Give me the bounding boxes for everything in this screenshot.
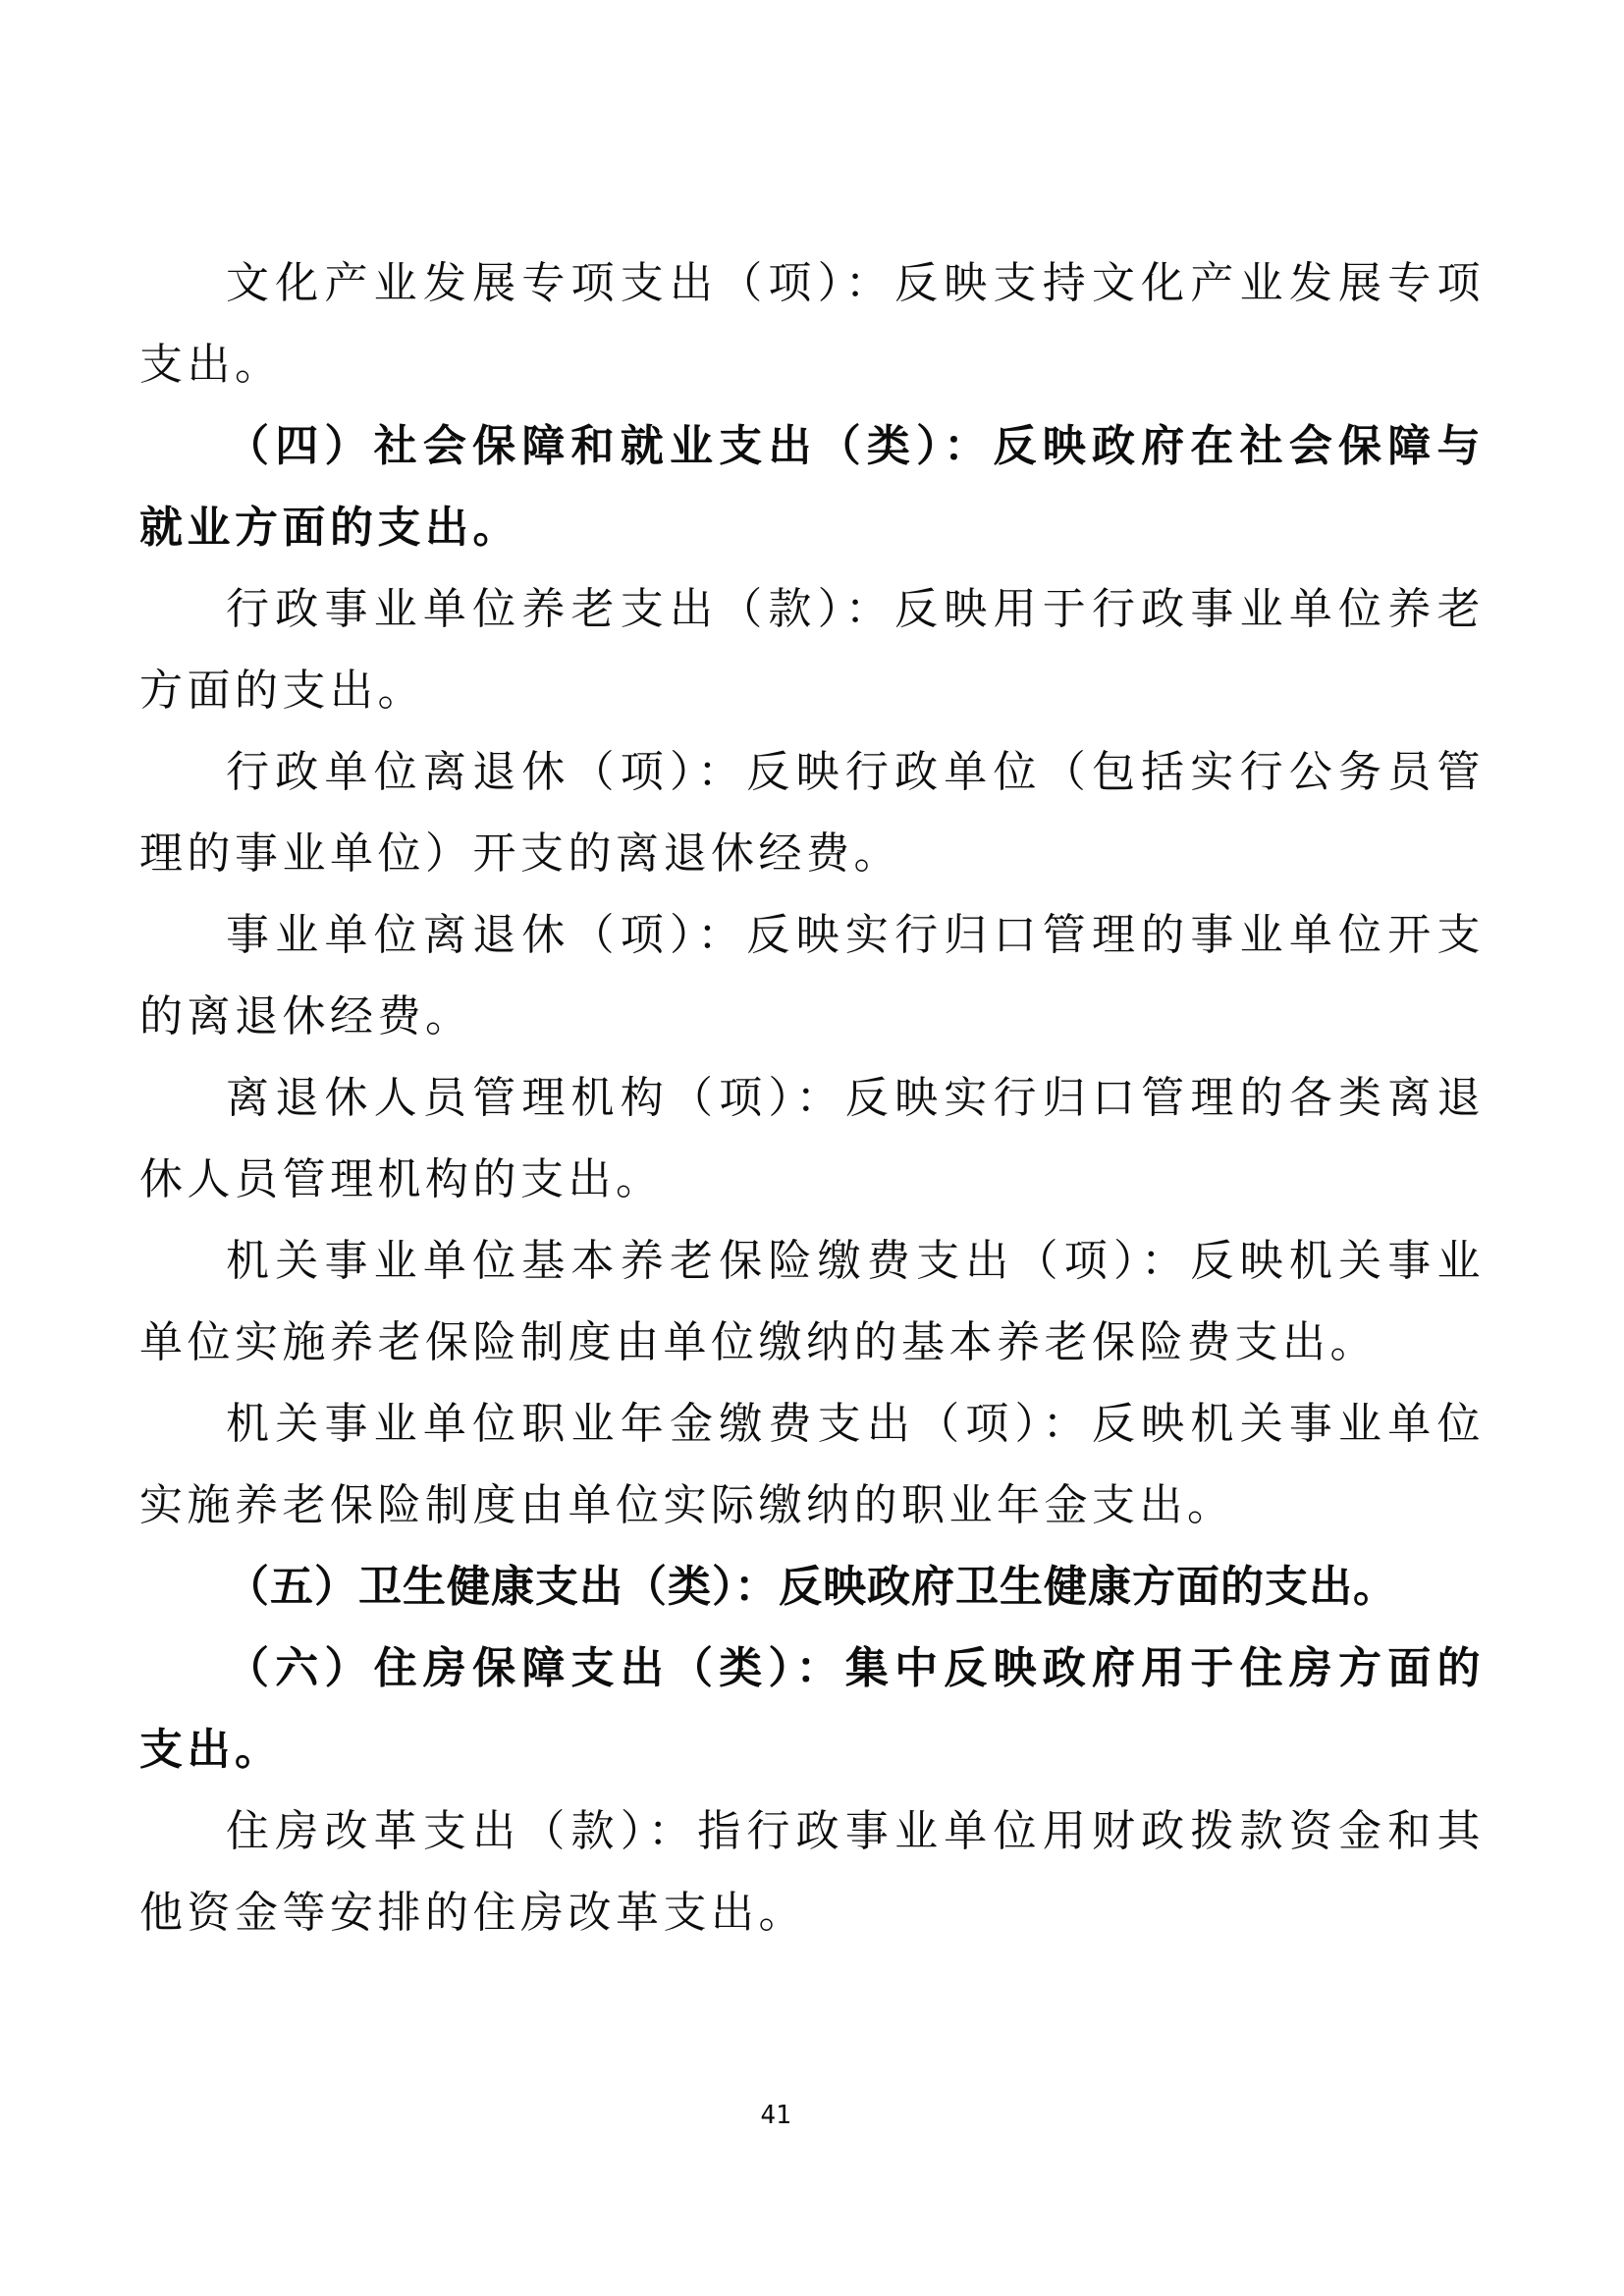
paragraph: 机关事业单位基本养老保险缴费支出（项）：反映机关事业单位实施养老保险制度由单位缴纳的基本养老保险费支出。 xyxy=(139,1237,1485,1366)
document-body xyxy=(139,242,1485,1953)
page-number: 41 xyxy=(760,2101,791,2130)
paragraph: （六）住房保障支出（类）：集中反映政府用于住房方面的支出。 xyxy=(139,1644,1485,1774)
paragraph: 离退休人员管理机构（项）：反映实行归口管理的各类离退休人员管理机构的支出。 xyxy=(139,1074,1485,1203)
paragraph: 行政单位离退休（项）：反映行政单位（包括实行公务员管理的事业单位）开支的离退休经费。 xyxy=(139,748,1485,878)
paragraph: 行政事业单位养老支出（款）：反映用于行政事业单位养老方面的支出。 xyxy=(139,585,1485,715)
paragraph: 住房改革支出（款）：指行政事业单位用财政拨款资金和其他资金等安排的住房改革支出。 xyxy=(139,1807,1485,1937)
paragraph: 文化产业发展专项支出（项）：反映支持文化产业发展专项支出。 xyxy=(139,259,1485,389)
paragraph: 事业单位离退休（项）：反映实行归口管理的事业单位开支的离退休经费。 xyxy=(139,911,1485,1041)
paragraph: （五）卫生健康支出（类）：反映政府卫生健康方面的支出。 xyxy=(226,1563,1397,1611)
paragraph: （四）社会保障和就业支出（类）：反映政府在社会保障与就业方面的支出。 xyxy=(139,422,1485,552)
paragraph: 机关事业单位职业年金缴费支出（项）：反映机关事业单位实施养老保险制度由单位实际缴纳的职业年金支出。 xyxy=(139,1400,1485,1529)
